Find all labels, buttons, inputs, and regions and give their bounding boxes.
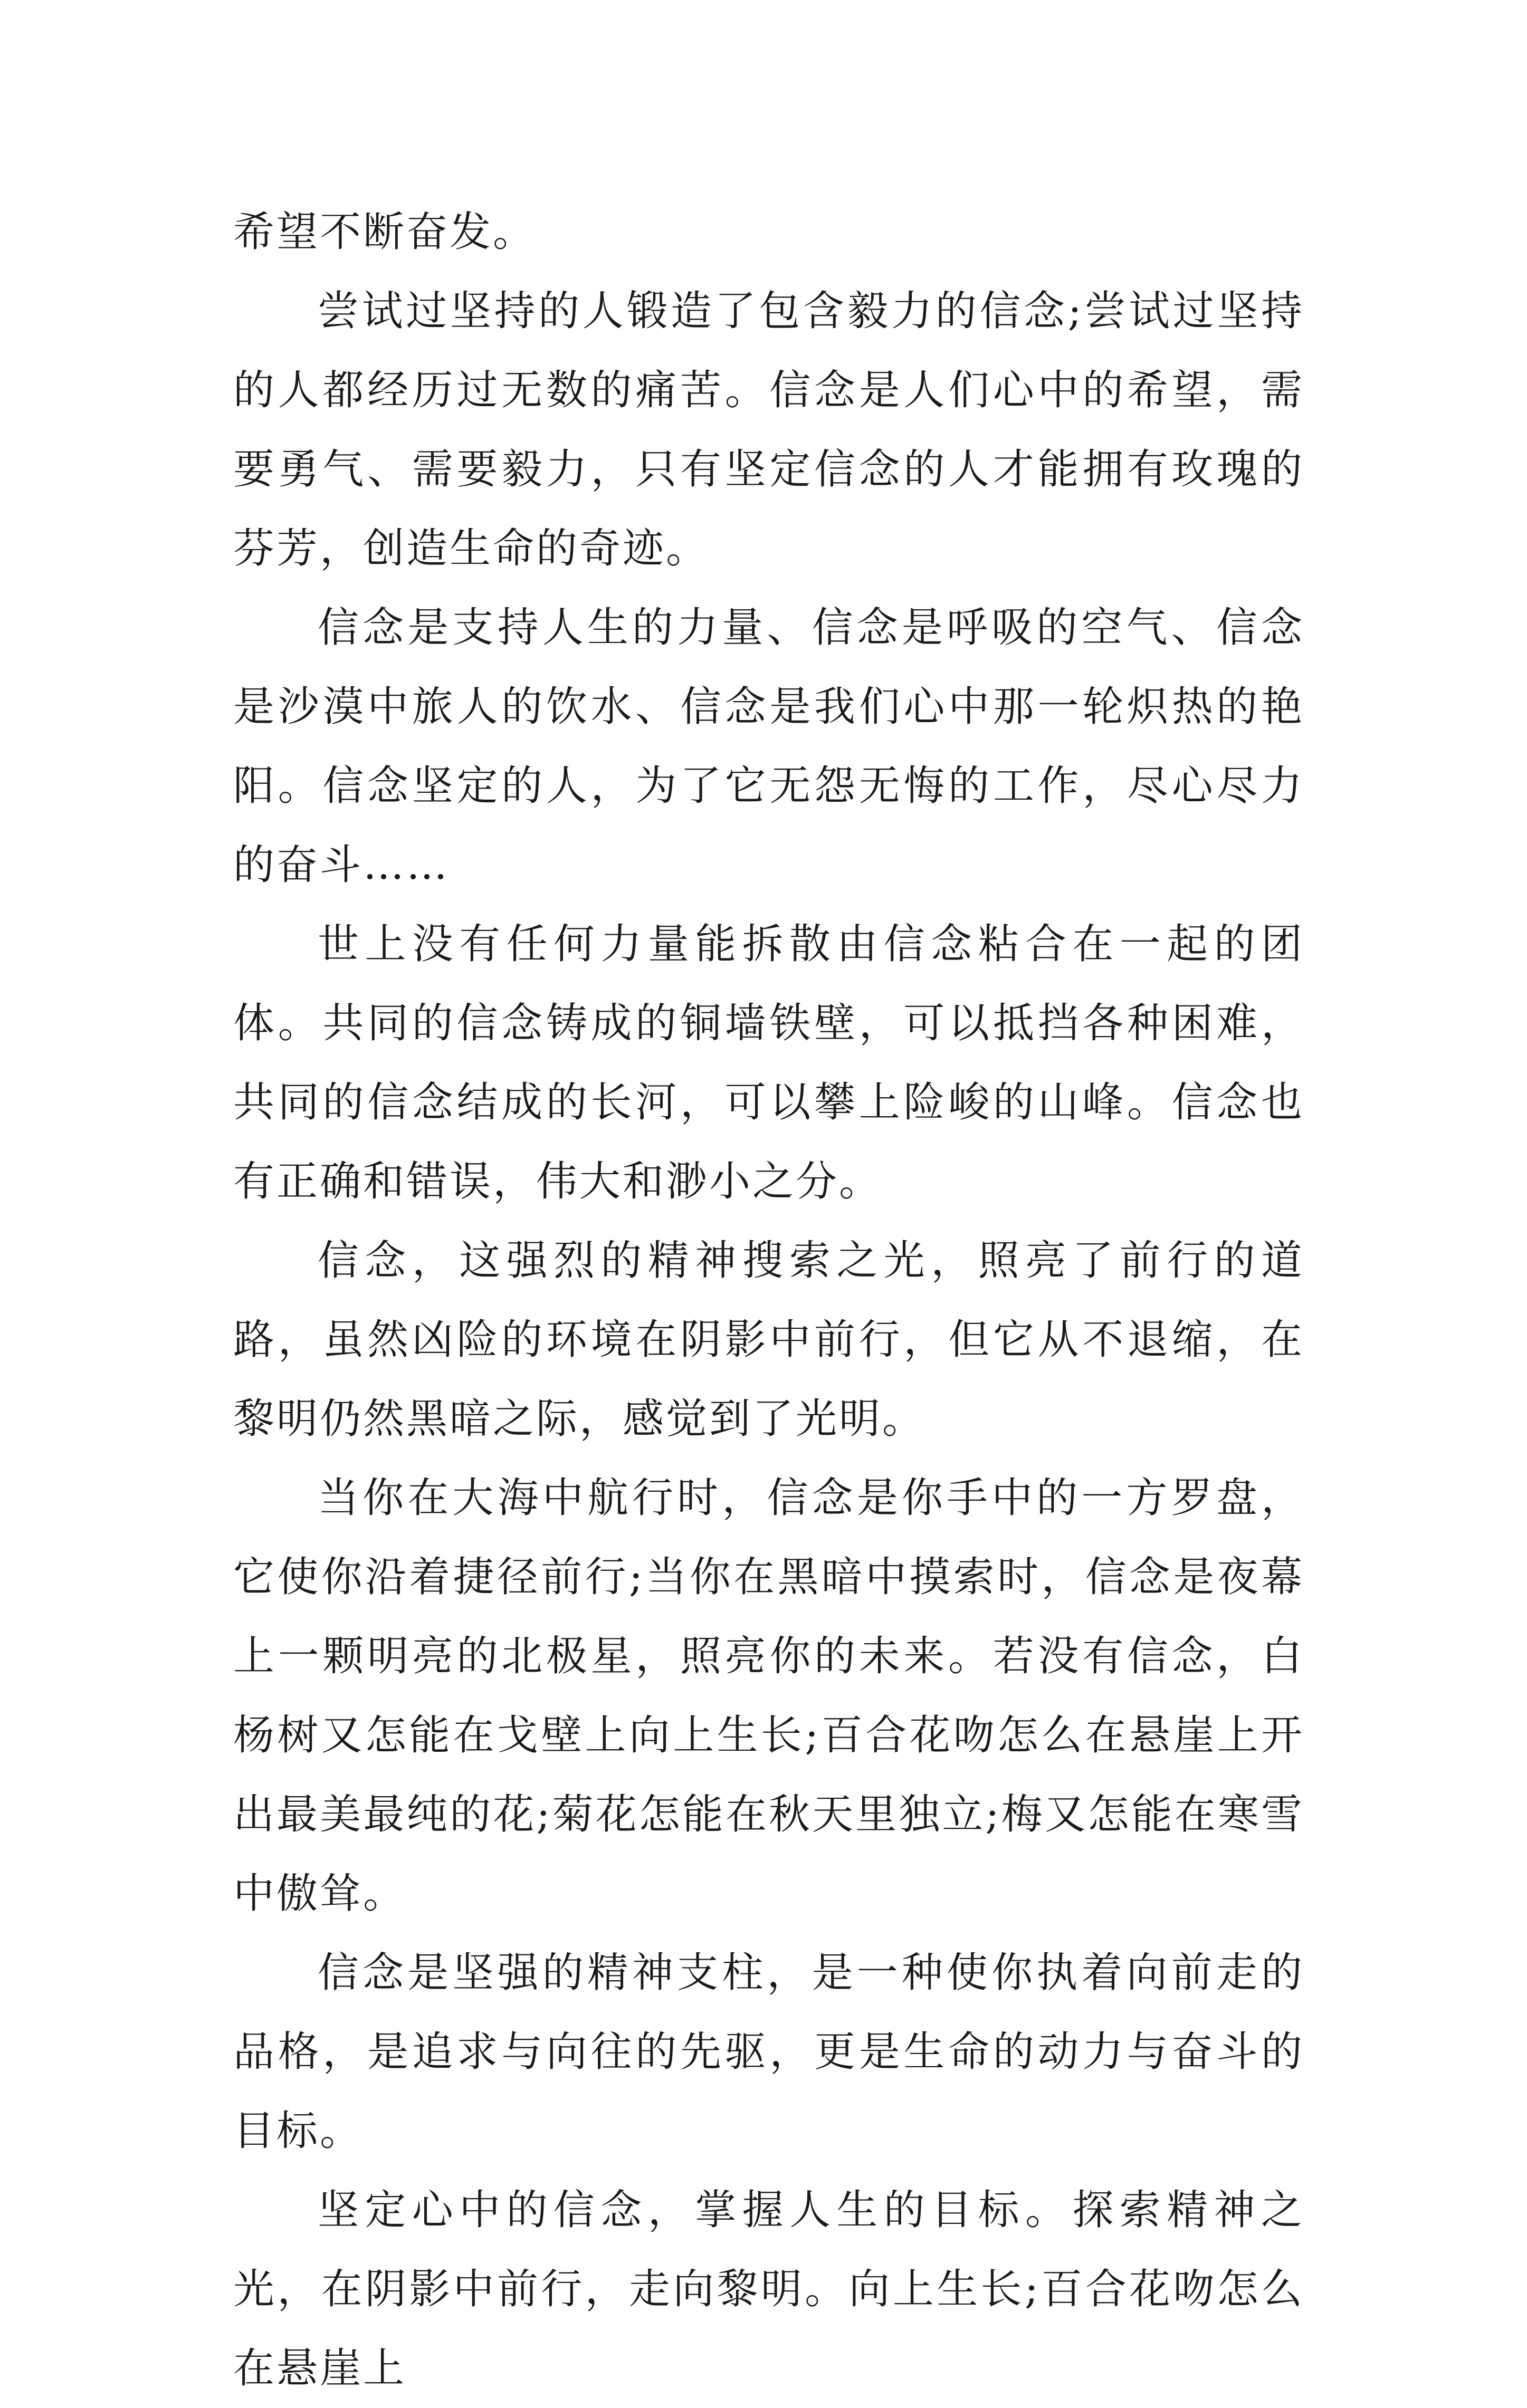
paragraph: 坚定心中的信念，掌握人生的目标。探索精神之光，在阴影中前行，走向黎明。向上生长;百合花吻怎么在悬崖上 [233, 2186, 1304, 2392]
paragraph: 当你在大海中航行时，信念是你手中的一方罗盘，它使你沿着捷径前行;当你在黑暗中摸索时，信念是夜幕上一颗明亮的北极星，照亮你的未来。若没有信念，白杨树又怎能在戈壁上向上生长;百合花吻怎么在悬崖上开出最美最纯的花;菊花怎能在秋天里独立;梅又怎能在寒雪中傲耸。 [233, 1474, 1304, 1917]
paragraph: 信念，这强烈的精神搜索之光，照亮了前行的道路，虽然凶险的环境在阴影中前行，但它从不退缩，在黎明仍然黑暗之际，感觉到了光明。 [233, 1237, 1304, 1443]
paragraph: 信念是支持人生的力量、信念是呼吸的空气、信念是沙漠中旅人的饮水、信念是我们心中那一轮炽热的艳阳。信念坚定的人，为了它无怨无悔的工作，尽心尽力的奋斗…… [233, 604, 1304, 889]
paragraph: 尝试过坚持的人锻造了包含毅力的信念;尝试过坚持的人都经历过无数的痛苦。信念是人们心中的希望，需要勇气、需要毅力，只有坚定信念的人才能拥有玫瑰的芬芳，创造生命的奇迹。 [233, 287, 1304, 572]
paragraph: 希望不断奋发。 [233, 208, 537, 256]
paragraph: 信念是坚强的精神支柱，是一种使你执着向前走的品格，是追求与向往的先驱，更是生命的动力与奋斗的目标。 [233, 1949, 1304, 2155]
document-body [233, 193, 1304, 2408]
paragraph: 世上没有任何力量能拆散由信念粘合在一起的团体。共同的信念铸成的铜墙铁壁，可以抵挡各种困难，共同的信念结成的长河，可以攀上险峻的山峰。信念也有正确和错误，伟大和渺小之分。 [233, 920, 1304, 1205]
